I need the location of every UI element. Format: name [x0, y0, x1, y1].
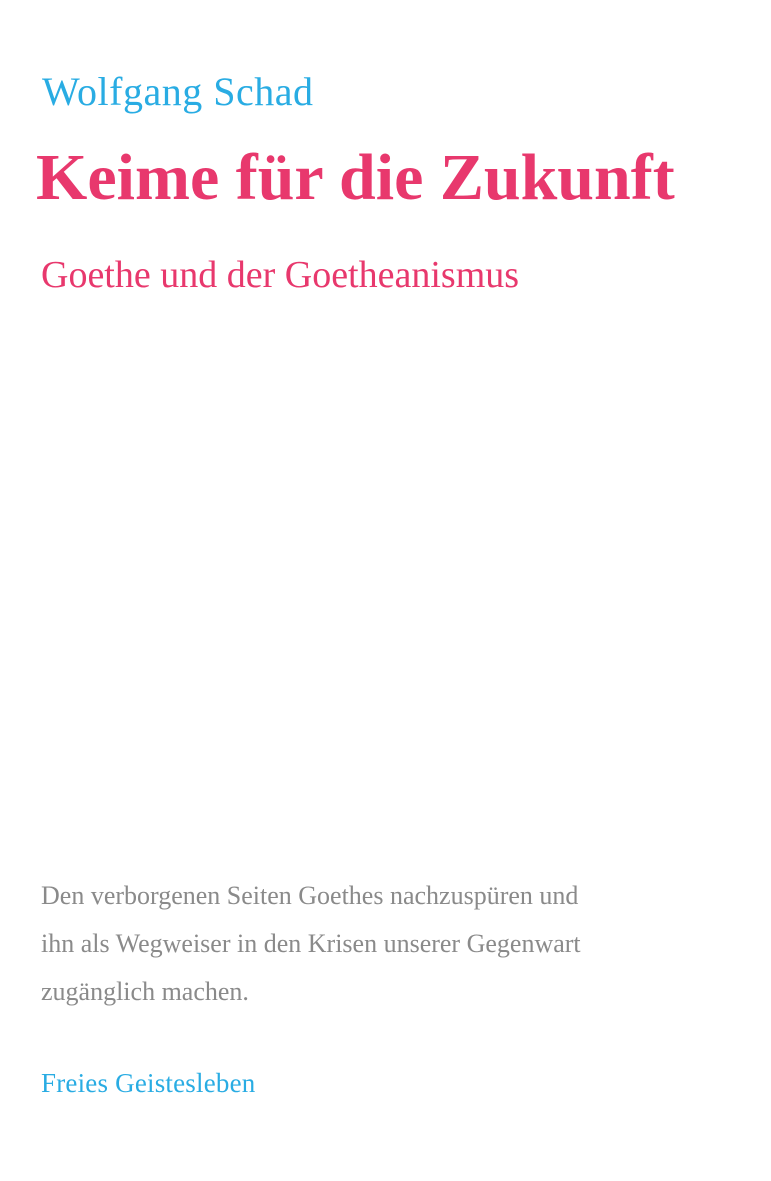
cover-blurb-line: zugänglich machen.	[41, 977, 249, 1007]
book-title: Keime für die Zukunft	[36, 141, 675, 214]
book-subtitle: Goethe und der Goetheanismus	[41, 254, 520, 296]
cover-blurb	[41, 872, 701, 1016]
publisher-name: Freies Geistesleben	[41, 1068, 256, 1098]
author-name: Wolfgang Schad	[42, 69, 314, 114]
cover-blurb-line: ihn als Wegweiser in den Krisen unserer Gegenwart	[41, 929, 581, 959]
cover-blurb-line: Den verborgenen Seiten Goethes nachzuspüren und	[41, 881, 579, 910]
